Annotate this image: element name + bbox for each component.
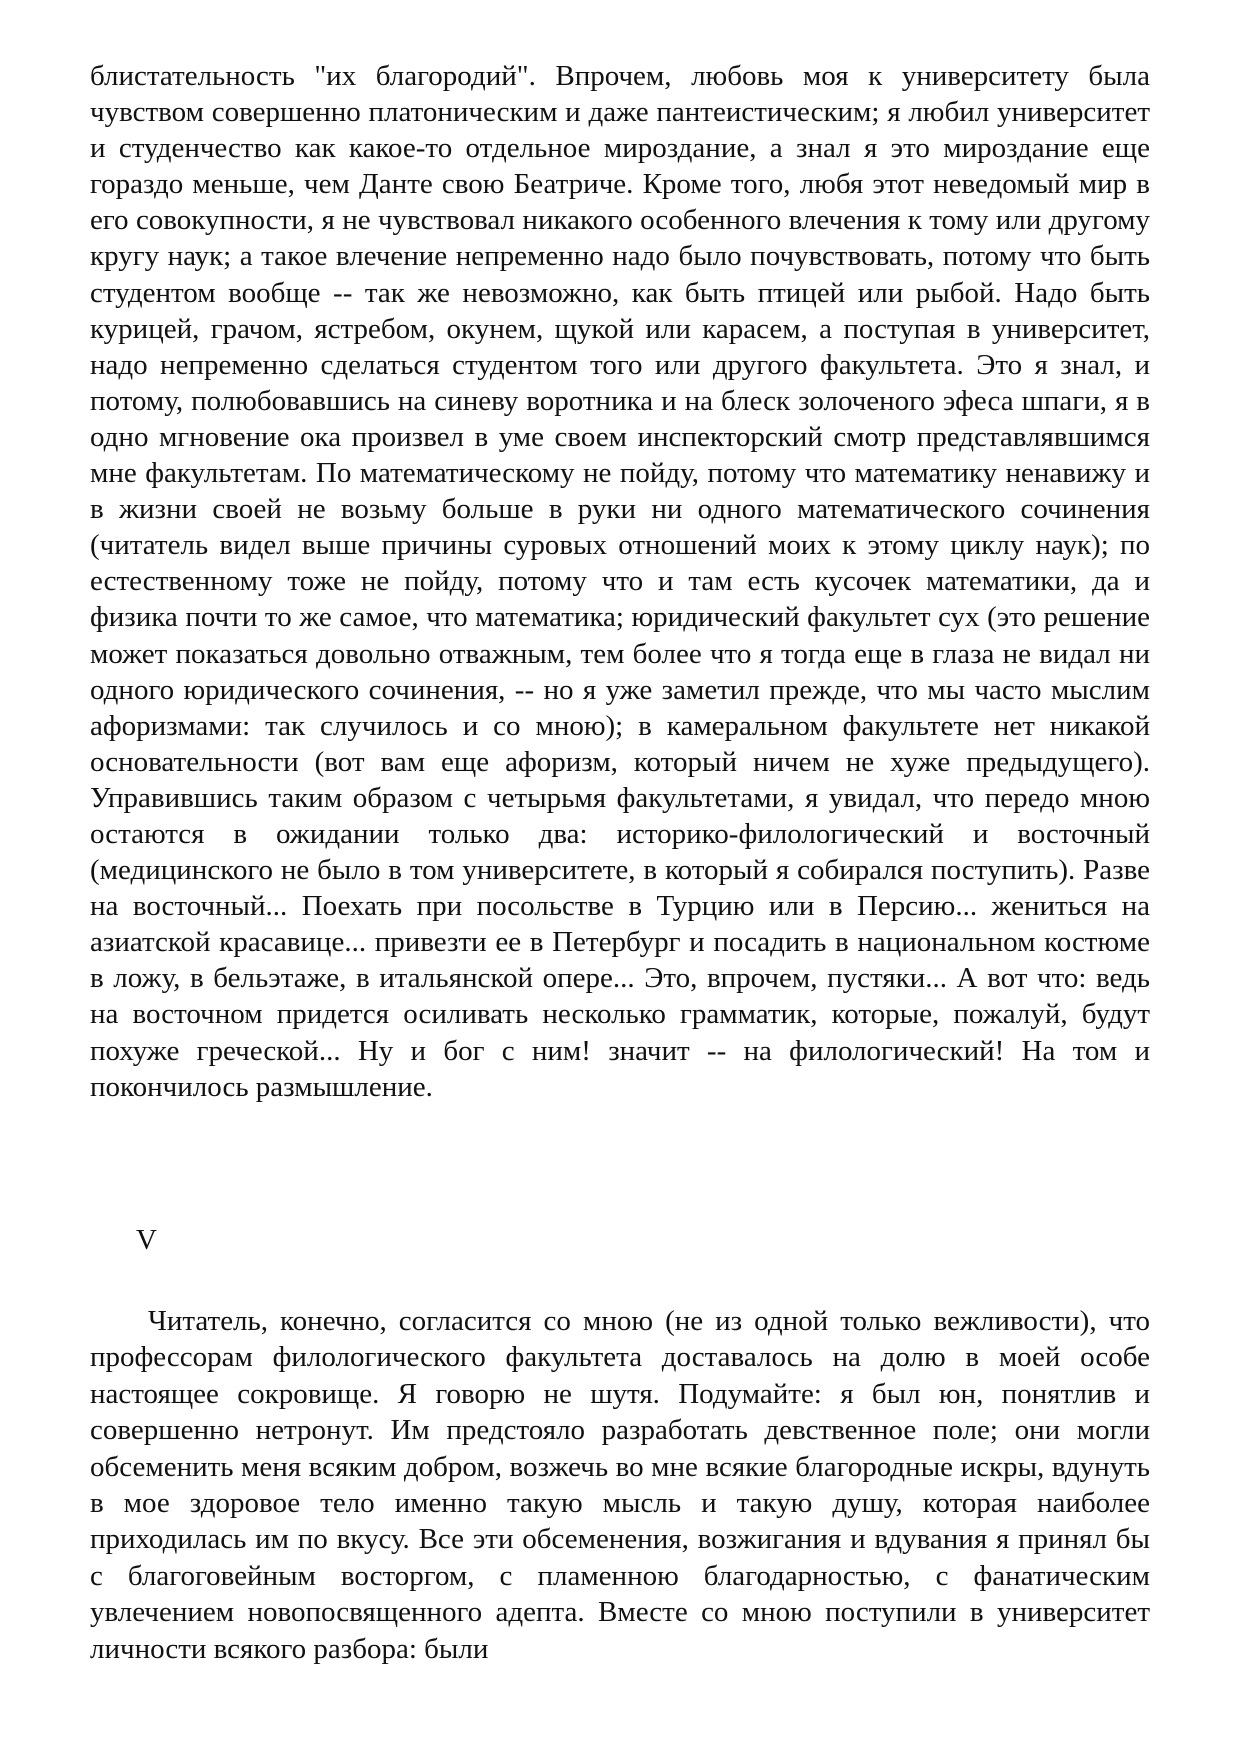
body-paragraph: блистательность "их благородий". Впрочем, любовь моя к университету была чувством совершенно платоническим и даже пантеистическим; я любил университет и студенчество как какое-то отдельное мироздание, а знал я это мироздание еще гораздо меньше, чем Данте свою Беатриче. Кроме того, любя этот неведомый мир в его совокупности, я не чувствовал никакого особенного влечения к тому или другому кругу наук; а такое влечение непременно надо было почувствовать, потому что быть студентом вообще -- так же невозможно, как быть птицей или рыбой. Надо быть курицей, грачом, ястребом, окунем, щукой или карасем, а поступая в университет, надо непременно сделаться студентом того или другого факультета. Это я знал, и потому, полюбовавшись на синеву воротника и на блеск золоченого эфеса шпаги, я в одно мгновение ока произвел в уме своем инспекторский смотр представлявшимся мне факультетам. По математическому не пойду, потому что математику ненавижу и в жизни своей не возьму больше в руки ни одного математического сочинения (читатель видел выше причины суровых отношений моих к этому циклу наук); по естественному тоже не пойду, потому что и там есть кусочек математики, да и физика почти то же самое, что математика; юридический факультет сух (это решение может показаться довольно отважным, тем более что я тогда еще в глаза не видал ни одного юридического сочинения, -- но я уже заметил прежде, что мы часто мыслим афоризмами: так случилось и со мною); в камеральном факультете нет никакой основательности (вот вам еще афоризм, который ничем не хуже предыдущего). Управившись таким образом с четырьмя факультетами, я увидал, что передо мною остаются в ожидании только два: историко-филологический и восточный (медицинского не было в том университете, в который я собирался поступить). Разве на восточный... Поехать при посольстве в Турцию или в Персию... жениться на азиатской красавице... привезти ее в Петербург и посадить в национальном костюме в ложу, в бельэтаже, в итальянской опере... Это, впрочем, пустяки... А вот что: ведь на восточном придется осиливать несколько грамматик, которые, пожалуй, будут похуже греческой... Ну и бог с ним! значит -- на филологический! На том и покончилось размышление. [90, 60, 1150, 1103]
body-paragraph: Читатель, конечно, согласится со мною (не из одной только вежливости), что профессорам филологического факультета доставалось на долю в моей особе настоящее сокровище. Я говорю не шутя. Подумайте: я был юн, понятлив и совершенно нетронут. Им предстояло разработать девственное поле; они могли обсеменить меня всяким добром, возжечь во мне всякие благородные искры, вдунуть в мое здоровое тело именно такую мысль и такую душу, которая наиболее приходилась им по вкусу. Все эти обсеменения, возжигания и вдувания я принял бы с благоговейным восторгом, с пламенною благодарностью, с фанатическим увлечением новопосвященного адепта. Вместе со мною поступили в университет личности всякого разбора: были [90, 1305, 1150, 1665]
section-heading: V [136, 1224, 157, 1256]
document-page [90, 58, 1150, 1665]
